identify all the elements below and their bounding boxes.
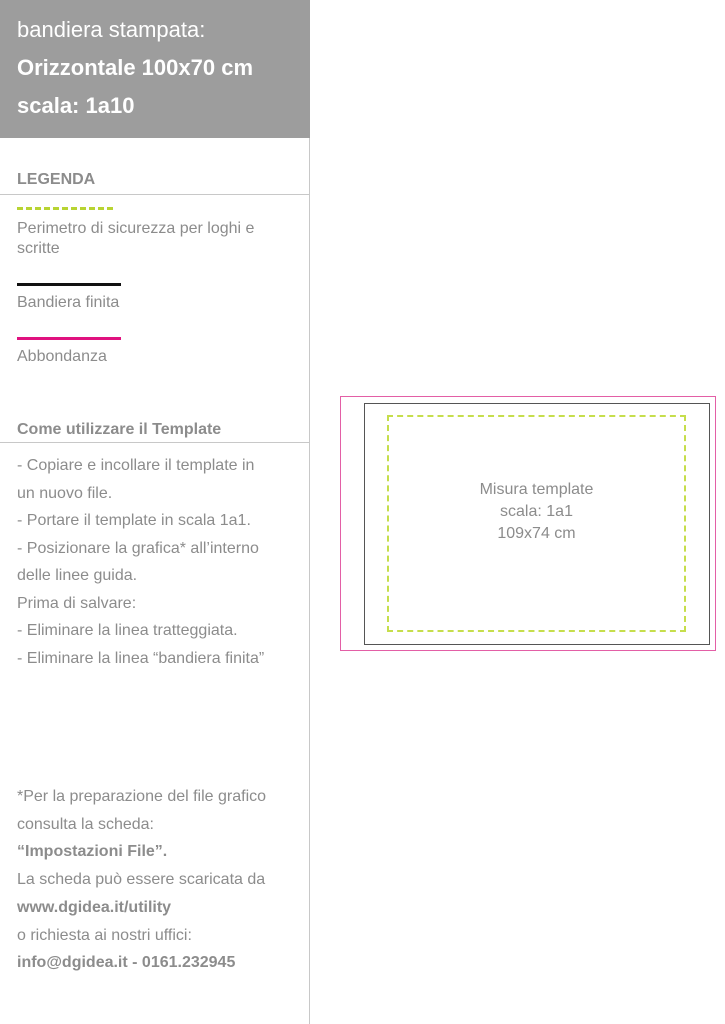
howto-instructions — [17, 452, 307, 672]
header-scale: scala: 1a10 — [17, 93, 135, 118]
howto-line: - Portare il template in scala 1a1. — [17, 512, 251, 529]
howto-line: - Copiare e incollare il template in — [17, 457, 255, 474]
template-label-scale: scala: 1a1 — [500, 503, 573, 520]
footer-settings-sheet: “Impostazioni File”. — [17, 843, 168, 861]
header-orientation: Orizzontale 100x70 cm — [17, 55, 254, 80]
legend-item-finished-flag: Bandiera finita — [17, 294, 120, 311]
finished-flag-swatch — [17, 283, 121, 286]
howto-line: - Eliminare la linea tratteggiata. — [17, 622, 238, 639]
footer-contact[interactable]: info@dgidea.it - 0161.232945 — [17, 954, 236, 972]
howto-title: Come utilizzare il Template — [17, 421, 222, 438]
template-label-line: Misura template — [479, 481, 594, 498]
sidebar — [0, 0, 310, 1024]
howto-line: - Eliminare la linea “bandiera finita” — [17, 649, 265, 667]
footer-website-link[interactable]: www.dgidea.it/utility — [17, 898, 172, 916]
header-title: bandiera stampata: — [17, 17, 206, 42]
template-size-label — [387, 479, 686, 545]
legend-item-bleed: Abbondanza — [17, 348, 107, 365]
footer-note — [17, 783, 307, 977]
howto-line: Prima di salvare: — [17, 594, 137, 612]
legend-item-safe-perimeter: Perimetro di sicurezza per loghi e scritte — [17, 220, 255, 257]
footer-line: consulta la scheda: — [17, 815, 154, 833]
howto-line: un nuovo file. — [17, 484, 113, 502]
footer-line: La scheda può essere scaricata da — [17, 871, 266, 889]
bleed-swatch — [17, 337, 121, 340]
footer-line: *Per la preparazione del file grafico — [17, 788, 267, 805]
legend-divider — [0, 194, 309, 195]
header-banner — [0, 0, 310, 138]
safe-perimeter-swatch — [17, 207, 113, 210]
howto-divider — [0, 442, 309, 443]
howto-line: delle linee guida. — [17, 567, 138, 584]
template-label-size: 109x74 cm — [497, 525, 576, 542]
legend-title: LEGENDA — [17, 171, 96, 188]
howto-line: - Posizionare la grafica* all’interno — [17, 539, 259, 557]
footer-line: o richiesta ai nostri uffici: — [17, 926, 192, 944]
